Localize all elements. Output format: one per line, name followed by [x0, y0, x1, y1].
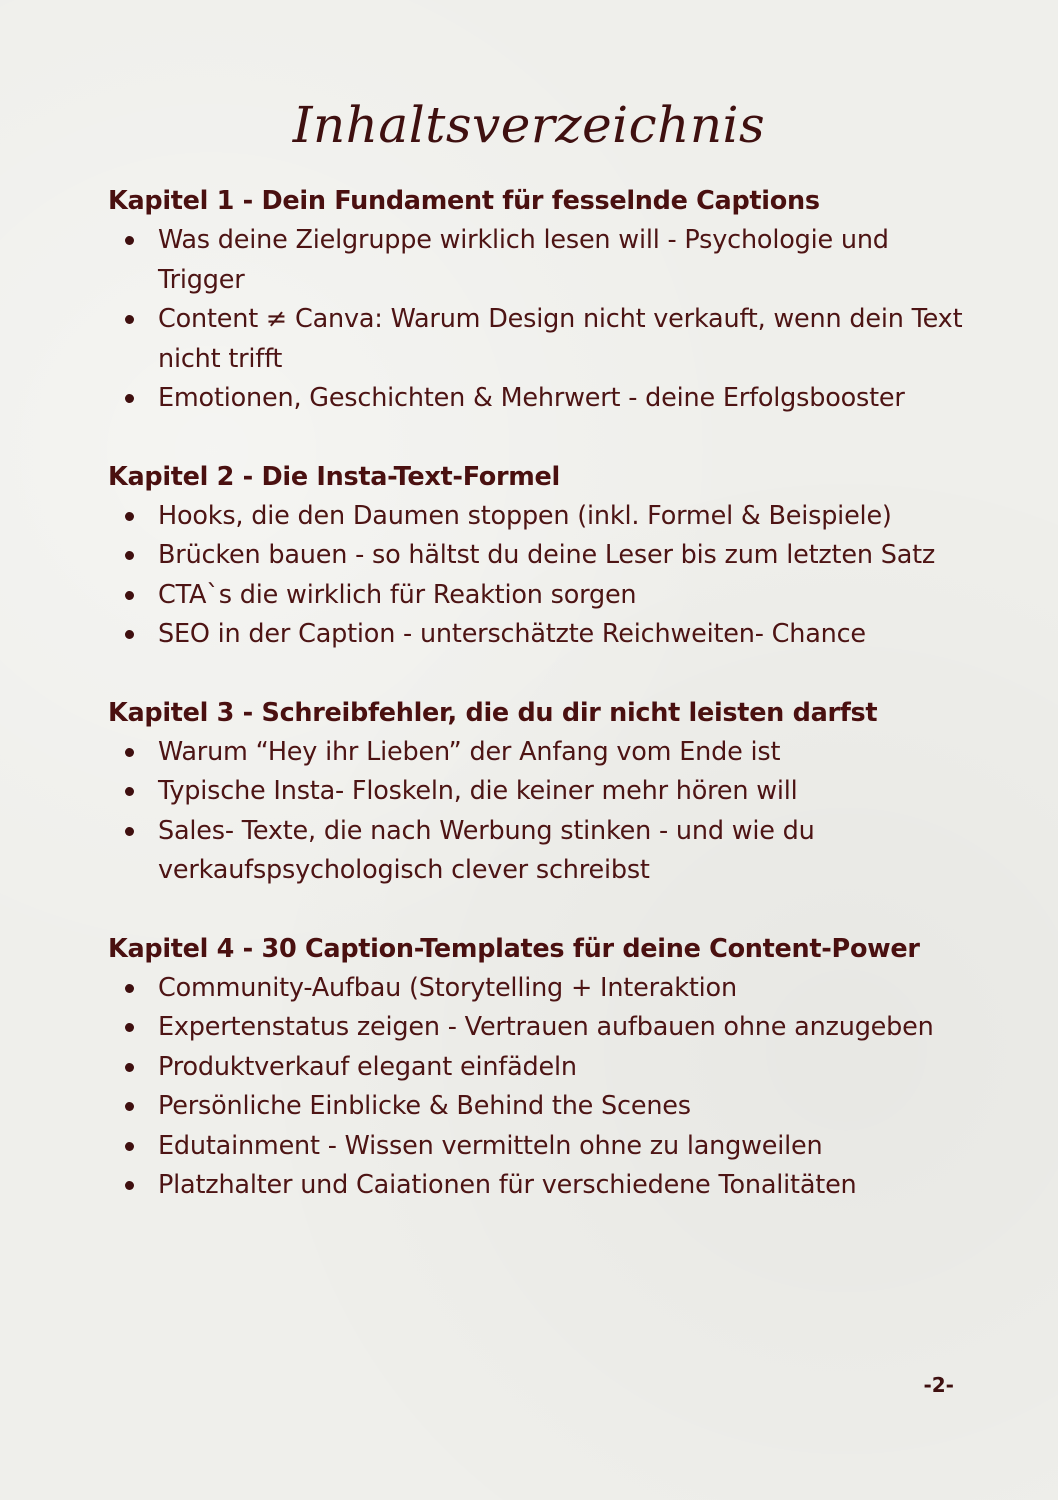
list-item-text: Edutainment - Wissen vermitteln ohne zu langweilen — [158, 1130, 823, 1161]
list-item-text: Produktverkauf elegant einfädeln — [158, 1051, 577, 1082]
list-item — [158, 221, 968, 300]
bullet-icon — [125, 512, 134, 521]
list-item-text: SEO in der Caption - unterschätzte Reichweiten- Chance — [158, 619, 866, 649]
list-item-text: Content ≠ Canva: Warum Design nicht verkauft, wenn dein Text nicht trifft — [158, 304, 963, 374]
list-item-text: Hooks, die den Daumen stoppen (inkl. Formel & Beispiele) — [158, 500, 892, 531]
bullet-icon — [125, 748, 134, 757]
list-item-text: CTA`s die wirklich für Reaktion sorgen — [158, 579, 637, 610]
bullet-icon — [125, 1063, 134, 1072]
bullet-icon — [125, 827, 134, 836]
bullet-icon — [125, 394, 134, 403]
list-item-text: Was deine Zielgruppe wirklich lesen will - Psychologie und Trigger — [158, 225, 889, 295]
list-item — [158, 733, 968, 773]
bullet-icon — [125, 551, 134, 560]
bullet-icon — [125, 630, 134, 639]
bullet-icon — [125, 315, 134, 324]
list-item-text: Typische Insta- Floskeln, die keiner mehr hören will — [158, 776, 798, 806]
list-item-text: Platzhalter und Caiationen für verschiedene Tonalitäten — [158, 1170, 857, 1200]
list-item — [158, 1127, 968, 1167]
chapter-items — [108, 969, 968, 1206]
chapter-1 — [108, 182, 968, 419]
list-item-text: Community-Aufbau (Storytelling + Interaktion — [158, 972, 737, 1003]
list-item — [158, 1166, 968, 1206]
list-item — [158, 536, 968, 576]
list-item — [158, 576, 968, 616]
list-item — [158, 1008, 968, 1048]
chapter-3 — [108, 694, 968, 891]
list-item — [158, 812, 968, 891]
page-title: Inhaltsverzeichnis — [292, 96, 766, 154]
list-item — [158, 300, 968, 379]
list-item — [158, 1048, 968, 1088]
list-item — [158, 379, 968, 419]
list-item-text: Warum “Hey ihr Lieben” der Anfang vom Ende ist — [158, 736, 781, 767]
list-item-text: Persönliche Einblicke & Behind the Scenes — [158, 1091, 691, 1121]
bullet-icon — [125, 984, 134, 993]
chapter-2 — [108, 458, 968, 655]
bullet-icon — [125, 1102, 134, 1111]
bullet-icon — [125, 1142, 134, 1151]
bullet-icon — [125, 1023, 134, 1032]
chapter-4 — [108, 930, 968, 1206]
list-item-text: Emotionen, Geschichten & Mehrwert - deine Erfolgsbooster — [158, 383, 905, 413]
list-item — [158, 497, 968, 537]
list-item — [158, 615, 968, 655]
chapter-items — [108, 497, 968, 655]
list-item — [158, 1087, 968, 1127]
bullet-icon — [125, 1181, 134, 1190]
chapter-heading: Kapitel 3 - Schreibfehler, die du dir nicht leisten darfst — [108, 697, 878, 728]
list-item-text: Expertenstatus zeigen - Vertrauen aufbauen ohne anzugeben — [158, 1012, 934, 1042]
list-item — [158, 772, 968, 812]
bullet-icon — [125, 591, 134, 600]
chapter-heading: Kapitel 1 - Dein Fundament für fesselnde Captions — [108, 186, 820, 216]
bullet-icon — [125, 787, 134, 796]
list-item — [158, 969, 968, 1009]
list-item-text: Sales- Texte, die nach Werbung stinken - und wie du verkaufspsychologisch clever schreibst — [158, 815, 815, 885]
list-item-text: Brücken bauen - so hältst du deine Leser bis zum letzten Satz — [158, 540, 936, 570]
chapter-heading: Kapitel 4 - 30 Caption-Templates für deine Content-Power — [108, 933, 920, 964]
chapter-items — [108, 221, 968, 419]
bullet-icon — [125, 236, 134, 245]
chapter-heading: Kapitel 2 - Die Insta-Text-Formel — [108, 461, 560, 492]
table-of-contents — [108, 182, 968, 1245]
page-number: -2- — [923, 1373, 954, 1397]
chapter-items — [108, 733, 968, 891]
